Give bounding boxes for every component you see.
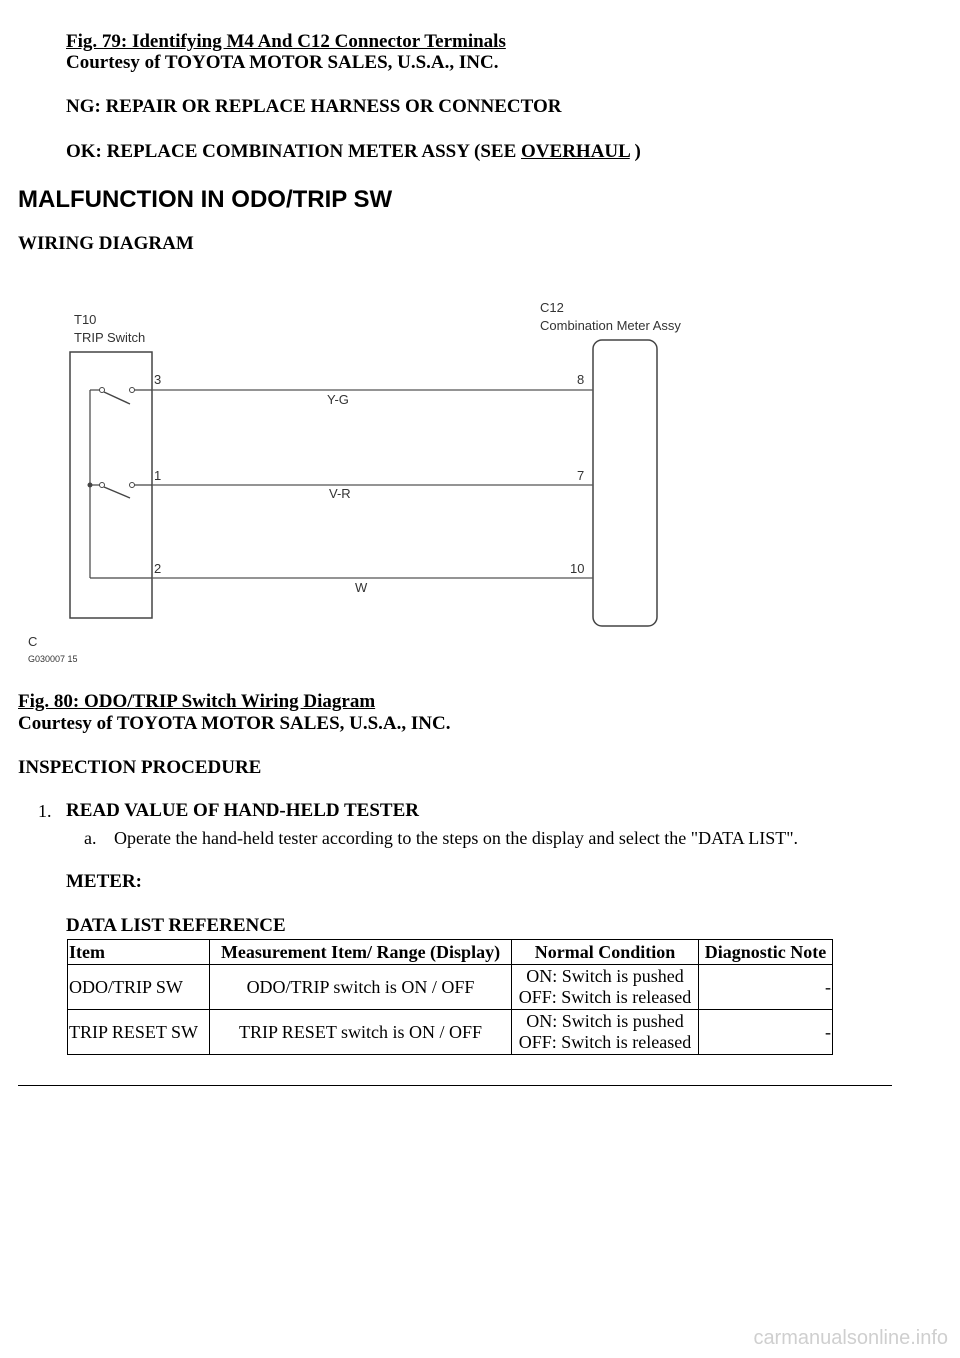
substep-text: Operate the hand-held tester according to the steps on the display and select the "DATA LIST". xyxy=(114,828,799,848)
pin-label: 2 xyxy=(154,561,162,576)
pin-label: 10 xyxy=(570,561,585,576)
switch-contact-icon xyxy=(130,483,135,488)
pin-label: 7 xyxy=(577,468,585,483)
wiring-diagram-heading: WIRING DIAGRAM xyxy=(18,233,194,254)
pin-label: 8 xyxy=(577,372,585,387)
diagnostic-note-cell: - xyxy=(699,1010,833,1055)
pin-label: 3 xyxy=(154,372,162,387)
step-number: 1. xyxy=(38,801,52,821)
switch-blade-icon xyxy=(104,392,130,404)
column-header: Normal Condition xyxy=(512,940,699,965)
ok-result-line xyxy=(66,141,641,163)
table-title: DATA LIST REFERENCE xyxy=(66,915,286,936)
measurement-cell: ODO/TRIP switch is ON / OFF xyxy=(210,965,512,1010)
normal-off: OFF: Switch is released xyxy=(518,1032,692,1052)
item-cell: TRIP RESET SW xyxy=(68,1010,210,1055)
step-title: READ VALUE OF HAND-HELD TESTER xyxy=(66,800,419,821)
right-connector-name: Combination Meter Assy xyxy=(540,318,681,333)
column-header: Diagnostic Note xyxy=(699,940,833,965)
ok-prefix: OK: REPLACE COMBINATION METER ASSY (SEE xyxy=(66,141,522,162)
item-cell: ODO/TRIP SW xyxy=(68,965,210,1010)
column-header: Item xyxy=(68,940,210,965)
watermark: carmanualsonline.info xyxy=(753,1327,948,1349)
diagnostic-note-cell: - xyxy=(699,965,833,1010)
fig80-caption: Fig. 80: ODO/TRIP Switch Wiring Diagram xyxy=(18,691,376,712)
fig80-courtesy: Courtesy of TOYOTA MOTOR SALES, U.S.A., INC. xyxy=(18,713,451,734)
pin-label: 1 xyxy=(154,468,162,483)
section-title: MALFUNCTION IN ODO/TRIP SW xyxy=(18,186,393,213)
substep-letter: a. xyxy=(84,828,97,848)
overhaul-link[interactable]: OVERHAUL xyxy=(521,141,630,162)
ng-result-line: NG: REPAIR OR REPLACE HARNESS OR CONNECTOR xyxy=(66,96,562,117)
measurement-cell: TRIP RESET switch is ON / OFF xyxy=(210,1010,512,1055)
wire-color-label: Y-G xyxy=(327,392,349,407)
wire-color-label: V-R xyxy=(329,486,351,501)
left-connector-name: TRIP Switch xyxy=(74,330,146,345)
normal-off: OFF: Switch is released xyxy=(518,987,692,1007)
table-row xyxy=(68,1010,833,1055)
combination-meter-box xyxy=(593,340,657,626)
image-code: G030007 15 xyxy=(28,654,78,664)
normal-on: ON: Switch is pushed xyxy=(526,1011,684,1031)
fig79-courtesy: Courtesy of TOYOTA MOTOR SALES, U.S.A., INC. xyxy=(66,52,499,73)
corner-letter: C xyxy=(28,634,38,649)
switch-contact-icon xyxy=(130,388,135,393)
table-row xyxy=(68,965,833,1010)
ok-suffix: ) xyxy=(629,141,641,162)
table-header-row xyxy=(68,940,833,965)
switch-contact-icon xyxy=(100,483,105,488)
meter-label: METER: xyxy=(66,871,142,892)
column-header: Measurement Item/ Range (Display) xyxy=(210,940,512,965)
normal-on: ON: Switch is pushed xyxy=(526,966,684,986)
normal-condition-cell xyxy=(512,1010,699,1055)
data-list-table xyxy=(67,939,833,1055)
right-connector-code: C12 xyxy=(540,300,564,315)
normal-condition-cell xyxy=(512,965,699,1010)
left-connector-code: T10 xyxy=(74,312,97,327)
switch-contact-icon xyxy=(100,388,105,393)
switch-blade-icon xyxy=(104,487,130,498)
inspection-procedure-heading: INSPECTION PROCEDURE xyxy=(18,757,262,778)
wire-color-label: W xyxy=(355,580,368,595)
wiring-diagram xyxy=(22,290,702,675)
fig79-caption: Fig. 79: Identifying M4 And C12 Connector Terminals xyxy=(66,31,506,52)
footer-divider xyxy=(18,1085,892,1086)
